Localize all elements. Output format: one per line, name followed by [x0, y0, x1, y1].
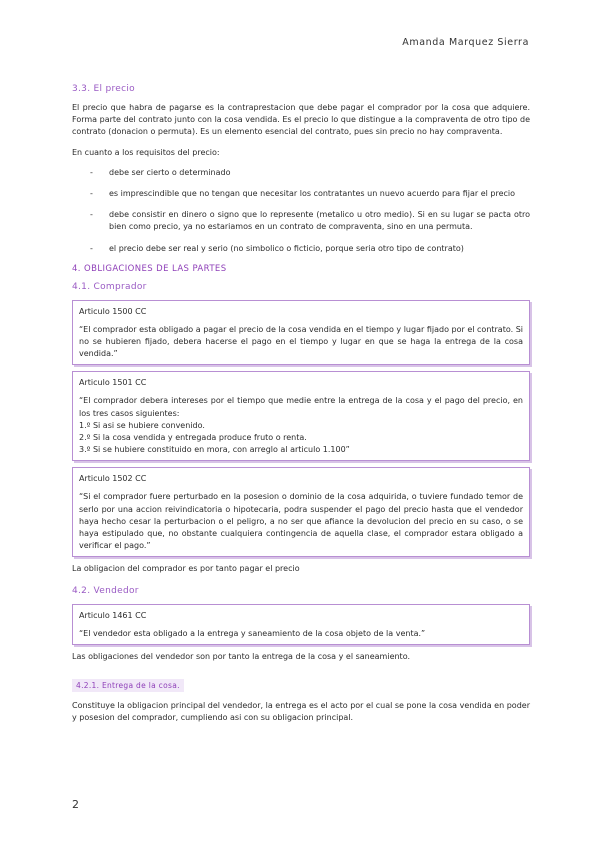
price-paragraph: El precio que habra de pagarse es la contraprestacion que debe pagar el comprador por la cosa que adquiere. Forma parte del contrato junto con la cosa vendida. Es el precio lo que distingue a la compraventa de otro tipo de contrato (donacion o permuta). Es un elemento esencial del contrato, pues sin precio no hay compraventa. [72, 103, 530, 137]
article-item: 3.º Si se hubiere constituido en mora, con arreglo al articulo 1.100” [79, 445, 350, 455]
article-title: Articulo 1501 CC [79, 378, 147, 388]
page-content [72, 84, 530, 732]
article-box-1461 [72, 604, 530, 645]
heading-4-1: 4.1. Comprador [72, 281, 147, 292]
requirement-item [72, 167, 530, 179]
list-dash: - [90, 243, 93, 253]
article-text: “Si el comprador fuere perturbado en la posesion o dominio de la cosa adquirida, o tuviere fundado temor de serlo por una accion reivindicatoria o hipotecaria, podra suspender el pago del precio hasta que el vendedor haya hecho cesar la perturbacion o el peligro, a no ser que afiance la devolucion del precio en su caso, o se haya estipulado que, no obstante cualquiera contingencia de aquella clase, el comprador estara obligado a verificar el pago.” [79, 492, 523, 551]
article-title: Articulo 1500 CC [79, 306, 147, 316]
requirement-text: debe ser cierto o determinado [109, 167, 231, 177]
article-title: Articulo 1502 CC [79, 474, 147, 484]
article-text: “El comprador debera intereses por el tiempo que medie entre la entrega de la cosa y el pago del precio, en los tres casos siguientes: [79, 396, 523, 418]
requirements-list [72, 167, 530, 255]
article-text: “El comprador esta obligado a pagar el precio de la cosa vendida en el tiempo y lugar fijado por el contrato. Si no se hubieren fijado, debera hacerse el pago en el tiempo y lugar en que se haga la entrega de la cosa vendida.” [79, 324, 523, 359]
seller-conclusion: Las obligaciones del vendedor son por tanto la entrega de la cosa y el saneamiento. [72, 651, 410, 661]
article-item: 1.º Si asi se hubiere convenido. [79, 420, 205, 430]
requirement-text: el precio debe ser real y serio (no simbolico o ficticio, porque seria otro tipo de contrato) [109, 243, 464, 253]
header-author: Amanda Marquez Sierra [402, 37, 529, 48]
delivery-paragraph: Constituye la obligacion principal del vendedor, la entrega es el acto por el cual se pone la cosa vendida en poder y posesion del comprador, cumpliendo asi con su obligacion principal. [72, 701, 530, 723]
article-item: 2.º Si la cosa vendida y entregada produce fruto o renta. [79, 433, 307, 443]
page-number: 2 [72, 798, 79, 811]
article-box-1501 [72, 371, 530, 461]
article-box-1502 [72, 467, 530, 557]
requirement-item [72, 188, 530, 200]
heading-4-2-1: 4.2.1. Entrega de la cosa. [72, 679, 184, 692]
requirement-text: debe consistir en dinero o signo que lo represente (metalico u otro medio). Si en su lugar se pacta otro bien como precio, ya no estariamos en un contrato de compraventa, sino en una permuta. [109, 210, 530, 232]
requirements-intro: En cuanto a los requisitos del precio: [72, 147, 220, 157]
heading-4: 4. OBLIGACIONES DE LAS PARTES [72, 263, 227, 274]
article-title: Articulo 1461 CC [79, 610, 147, 620]
requirement-item [72, 209, 530, 233]
list-dash: - [90, 167, 93, 177]
article-box-1500 [72, 300, 530, 366]
heading-3-3: 3.3. El precio [72, 84, 135, 94]
list-dash: - [90, 189, 93, 199]
heading-4-2: 4.2. Vendedor [72, 585, 139, 596]
article-text: “El vendedor esta obligado a la entrega y saneamiento de la cosa objeto de la venta.” [79, 628, 426, 638]
list-dash: - [90, 210, 93, 220]
buyer-conclusion: La obligacion del comprador es por tanto pagar el precio [72, 564, 300, 574]
requirement-item [72, 243, 530, 255]
requirement-text: es imprescindible que no tengan que necesitar los contratantes un nuevo acuerdo para fijar el precio [109, 189, 516, 199]
